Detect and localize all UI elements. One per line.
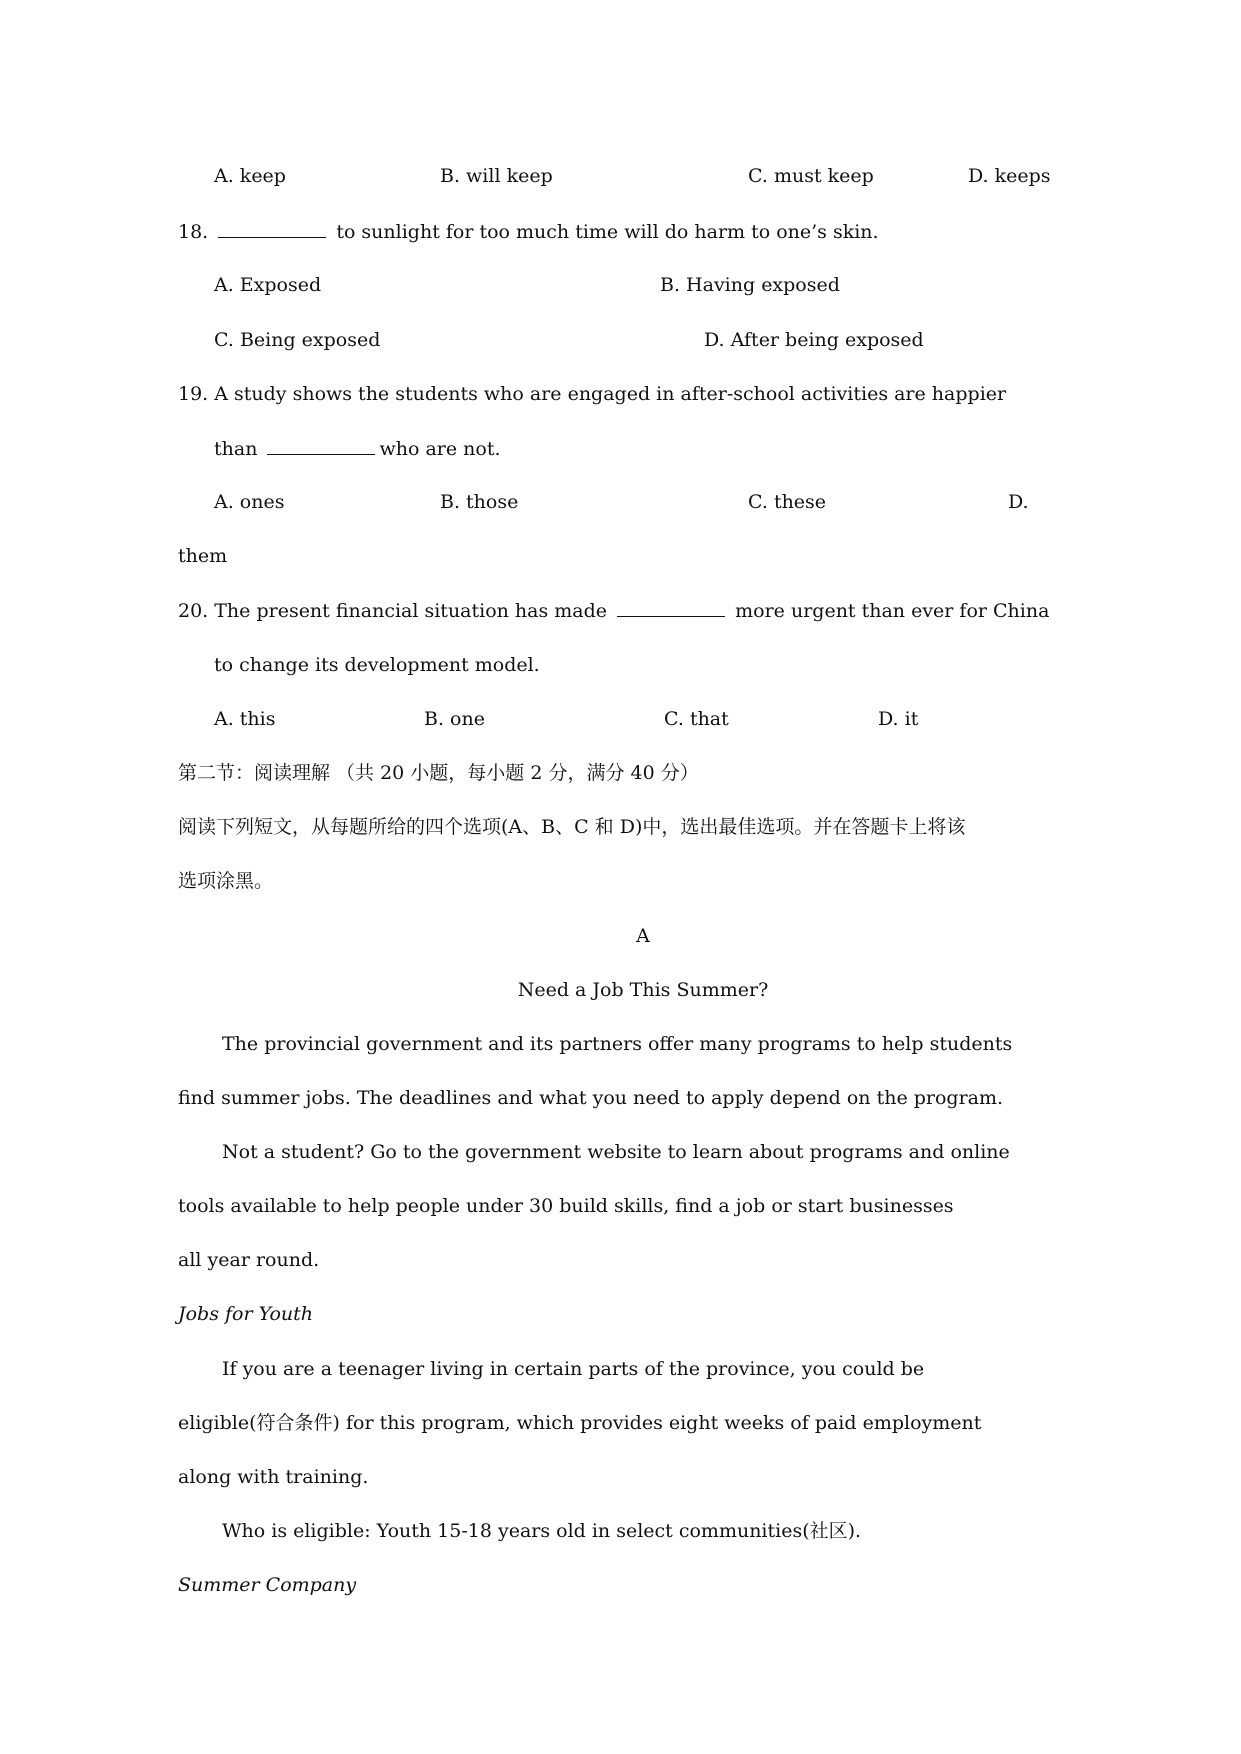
- q18-option-b: B. Having exposed: [660, 274, 840, 296]
- q17-option-a: A. keep: [214, 165, 286, 187]
- q19-option-c: C. these: [748, 491, 827, 513]
- q20-stem-line2: to change its development model.: [214, 654, 540, 676]
- passage-p3-line1: If you are a teenager living in certain parts of the province, you could be: [222, 1358, 925, 1380]
- passage-p3-line2: eligible(符合条件) for this program, which provides eight weeks of paid employment: [178, 1412, 982, 1434]
- q17-option-c: C. must keep: [748, 165, 874, 187]
- q19-blank: [267, 436, 375, 455]
- q17-option-d: D. keeps: [968, 165, 1051, 187]
- passage-p3-line3: along with training.: [178, 1466, 369, 1488]
- passage-p2-line3: all year round.: [178, 1249, 320, 1271]
- q20-blank: [617, 598, 725, 617]
- passage-p1-line1: The provincial government and its partners offer many programs to help students: [222, 1033, 1013, 1055]
- passage-p1-line2: find summer jobs. The deadlines and what you need to apply depend on the program.: [178, 1087, 1004, 1109]
- q18-number: 18.: [178, 221, 209, 243]
- passage-title: Need a Job This Summer?: [517, 979, 769, 1001]
- q20-option-d: D. it: [878, 708, 919, 730]
- q18-blank: [218, 219, 326, 238]
- q18-option-a: A. Exposed: [214, 274, 322, 296]
- q18-stem: [178, 219, 879, 244]
- q18-option-c: C. Being exposed: [214, 329, 381, 351]
- q19-stem-line2: [214, 436, 501, 461]
- q20-text-post: more urgent than ever for China: [735, 600, 1050, 622]
- q19-text-pre: than: [214, 438, 258, 460]
- passage-p2-line1: Not a student? Go to the government website to learn about programs and online: [222, 1141, 1010, 1163]
- q20-text-pre: 20. The present financial situation has made: [178, 600, 608, 622]
- q17-option-b: B. will keep: [440, 165, 553, 187]
- q19-option-b: B. those: [440, 491, 519, 513]
- passage-p4: Who is eligible: Youth 15-18 years old in select communities(社区).: [222, 1520, 862, 1542]
- q20-option-b: B. one: [424, 708, 485, 730]
- q19-option-d: D.: [1008, 491, 1029, 513]
- section-instructions-line1: 阅读下列短文，从每题所给的四个选项(A、B、C 和 D)中，选出最佳选项。并在答题卡上将该: [178, 816, 966, 838]
- q20-stem-line1: [178, 598, 1049, 623]
- q20-option-c: C. that: [664, 708, 729, 730]
- q19-option-a: A. ones: [214, 491, 285, 513]
- q18-option-d: D. After being exposed: [704, 329, 924, 351]
- q19-text-post: who are not.: [379, 438, 501, 460]
- q20-option-a: A. this: [214, 708, 276, 730]
- passage-label: A: [636, 925, 650, 947]
- section-title: 第二节：阅读理解 （共 20 小题，每小题 2 分，满分 40 分）: [178, 762, 699, 784]
- section-instructions-line2: 选项涂黑。: [178, 870, 274, 892]
- heading-jobs-for-youth: Jobs for Youth: [178, 1303, 314, 1325]
- passage-p2-line2: tools available to help people under 30 build skills, find a job or start businesses: [178, 1195, 954, 1217]
- heading-summer-company: Summer Company: [178, 1574, 357, 1596]
- q18-text: to sunlight for too much time will do harm to one’s skin.: [336, 221, 879, 243]
- q19-option-d-text: them: [178, 545, 228, 567]
- q19-stem-line1: 19. A study shows the students who are engaged in after-school activities are happier: [178, 383, 1007, 405]
